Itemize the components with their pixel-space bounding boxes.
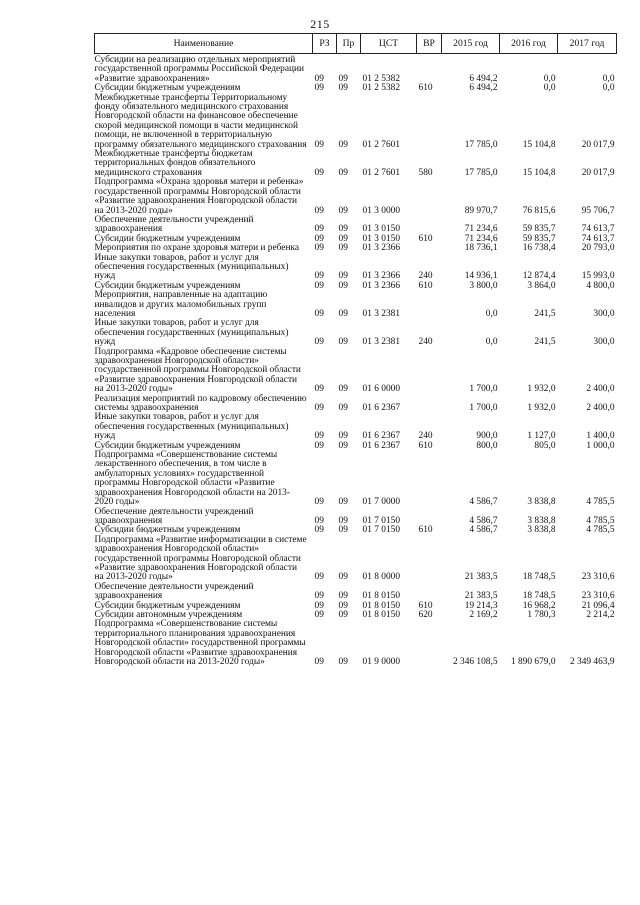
- row-name-cell: Подпрограмма «Развитие информатизации в системе здравоохранения Новгородской области» государственной программы Новгородской области «Развитие здравоохранения Новгородской области на 2013-2020 годы»: [94, 534, 307, 583]
- row-pr-cell: 09: [338, 139, 348, 150]
- row-2015-value: 19 214,3: [464, 600, 498, 611]
- row-pr-cell: 09: [338, 497, 348, 508]
- row-2016-value: 15 104,8: [522, 167, 556, 178]
- row-cst-cell: 01 3 2366: [362, 280, 400, 291]
- row-cst-cell: 01 9 0000: [362, 657, 400, 667]
- row-pr-cell: 09: [338, 167, 348, 178]
- table-row: [95, 54, 617, 85]
- row-rz-cell: 09: [314, 384, 324, 395]
- header-2016: 2016 год: [500, 34, 558, 54]
- row-2016-value: 805,0: [534, 440, 556, 451]
- row-cst-cell: 01 7 0150: [362, 515, 400, 526]
- row-2017-value: 4 785,5: [586, 525, 615, 536]
- row-vr-cell: [417, 508, 442, 527]
- row-vr-cell: [417, 178, 442, 216]
- row-cst-cell: 01 2 7601: [362, 139, 400, 150]
- table-row: [95, 395, 617, 414]
- row-2017-value: 74 613,7: [581, 224, 615, 235]
- row-vr-cell: 240: [418, 431, 433, 442]
- row-pr-cell: 09: [338, 657, 348, 667]
- row-2016-value: 1 890 679,0: [510, 657, 556, 667]
- row-2015-value: 3 800,0: [469, 280, 498, 291]
- row-pr-cell: 09: [338, 403, 348, 414]
- row-pr-cell: 09: [338, 205, 348, 216]
- row-2017-value: 15 993,0: [581, 271, 615, 282]
- row-2015-value: 2 346 108,5: [452, 657, 498, 667]
- row-vr-cell: 580: [418, 167, 433, 178]
- row-2017-value: 20 793,0: [581, 243, 615, 254]
- row-2017-value: 300,0: [593, 308, 615, 319]
- row-2016-value: 0,0: [543, 73, 556, 84]
- row-2017-value: 20 017,9: [581, 139, 615, 150]
- row-2016-value: 3 838,8: [527, 525, 556, 536]
- row-vr-cell: 620: [418, 609, 433, 620]
- table-row: [95, 254, 617, 282]
- row-pr-cell: 09: [338, 243, 348, 254]
- table-row: [95, 536, 617, 583]
- row-name-cell: Мероприятия, направленные на адаптацию инвалидов и других маломобильных групп населения: [94, 290, 268, 319]
- row-vr-cell: [417, 94, 442, 150]
- row-rz-cell: 09: [314, 440, 324, 451]
- table-row: [95, 620, 617, 667]
- table-row: [95, 583, 617, 602]
- row-2015-value: 6 494,2: [469, 83, 498, 94]
- row-2015-value: 71 234,6: [464, 233, 498, 244]
- header-2015: 2015 год: [442, 34, 500, 54]
- row-2016-value: 16 738,4: [522, 243, 556, 254]
- row-rz-cell: 09: [314, 657, 324, 667]
- row-2017-value: 20 017,9: [581, 167, 615, 178]
- row-vr-cell: [417, 216, 442, 235]
- row-2017-value: 2 400,0: [586, 403, 615, 414]
- row-name-cell: Реализация мероприятий по кадровому обеспечению системы здравоохранения: [94, 393, 307, 414]
- row-2015-value: 0,0: [485, 337, 498, 348]
- row-2015-value: 800,0: [476, 440, 498, 451]
- row-rz-cell: 09: [314, 497, 324, 508]
- row-pr-cell: 09: [338, 280, 348, 291]
- row-cst-cell: 01 7 0000: [362, 497, 400, 508]
- row-2017-value: 2 349 463,9: [569, 657, 615, 667]
- row-name-cell: Субсидии бюджетным учреждениям: [94, 233, 241, 244]
- row-2015-value: 900,0: [476, 431, 498, 442]
- row-rz-cell: 09: [314, 403, 324, 414]
- row-name-cell: Подпрограмма «Совершенствование системы территориального планирования здравоохранения Новгородской области» государственной программы Новгородской области «Развитие здравоохранения Новгородской области на 2013-2020 годы»: [94, 619, 306, 667]
- row-2015-value: 1 700,0: [469, 384, 498, 395]
- table-row: [95, 216, 617, 235]
- table-header-row: [95, 34, 617, 54]
- row-pr-cell: 09: [338, 600, 348, 611]
- row-name-cell: Иные закупки товаров, работ и услуг для обеспечения государственных (муниципальных) нужд: [94, 412, 289, 442]
- row-vr-cell: [417, 620, 442, 667]
- row-2017-value: 4 785,5: [586, 497, 615, 508]
- row-name-cell: Субсидии бюджетным учреждениям: [94, 280, 241, 291]
- row-name-cell: Подпрограмма «Совершенствование системы лекарственного обеспечения, в том числе в амбулаторных условиях» государственной программы Новгородской области «Развитие здравоохранения Новгородской области на 2013-2020 годы»: [94, 450, 290, 508]
- row-name-cell: Обеспечение деятельности учреждений здравоохранения: [94, 506, 254, 526]
- row-cst-cell: 01 7 0150: [362, 525, 400, 536]
- row-2016-value: 76 815,6: [522, 205, 556, 216]
- row-name-cell: Субсидии бюджетным учреждениям: [94, 600, 241, 611]
- row-rz-cell: 09: [314, 233, 324, 244]
- table-row: [95, 178, 617, 216]
- row-name-cell: Обеспечение деятельности учреждений здравоохранения: [94, 581, 254, 602]
- row-cst-cell: 01 3 2366: [362, 271, 400, 282]
- row-name-cell: Субсидии на реализацию отдельных мероприятий государственной программы Российской Федерации «Развитие здравоохранения»: [94, 55, 305, 84]
- row-pr-cell: 09: [338, 337, 348, 348]
- row-2017-value: 74 613,7: [581, 233, 615, 244]
- row-vr-cell: 610: [418, 600, 433, 611]
- row-rz-cell: 09: [314, 243, 324, 254]
- row-pr-cell: 09: [338, 233, 348, 244]
- row-name-cell: Межбюджетные трансферты бюджетам территориальных фондов обязательного медицинского страхования: [94, 149, 256, 178]
- row-vr-cell: [417, 451, 442, 507]
- row-cst-cell: 01 3 0150: [362, 233, 400, 244]
- row-2016-value: 1 127,0: [527, 431, 556, 442]
- row-2015-value: 17 785,0: [464, 139, 498, 150]
- row-cst-cell: 01 3 0150: [362, 224, 400, 235]
- row-vr-cell: [417, 291, 442, 319]
- row-2016-value: 0,0: [543, 83, 556, 94]
- row-name-cell: Субсидии бюджетным учреждениям: [94, 83, 241, 94]
- row-rz-cell: 09: [314, 271, 324, 282]
- row-cst-cell: 01 3 2381: [362, 308, 400, 319]
- row-rz-cell: 09: [314, 308, 324, 319]
- header-cst: ЦСТ: [361, 34, 417, 54]
- row-2015-value: 6 494,2: [469, 73, 498, 84]
- row-2017-value: 2 214,2: [586, 609, 615, 620]
- row-2015-value: 4 586,7: [469, 515, 498, 526]
- row-2017-value: 1 400,0: [586, 431, 615, 442]
- row-vr-cell: [417, 54, 442, 85]
- row-2015-value: 17 785,0: [464, 167, 498, 178]
- row-pr-cell: 09: [338, 440, 348, 451]
- page-number: 215: [310, 17, 330, 31]
- row-2016-value: 1 932,0: [527, 384, 556, 395]
- row-2017-value: 95 706,7: [581, 205, 615, 216]
- header-rz: РЗ: [313, 34, 337, 54]
- row-2015-value: 1 700,0: [469, 403, 498, 414]
- row-rz-cell: 09: [314, 609, 324, 620]
- row-pr-cell: 09: [338, 525, 348, 536]
- row-2017-value: 4 785,5: [586, 515, 615, 526]
- row-2016-value: 59 835,7: [522, 224, 556, 235]
- row-rz-cell: 09: [314, 431, 324, 442]
- row-cst-cell: 01 3 2366: [362, 243, 400, 254]
- row-vr-cell: 610: [418, 525, 433, 536]
- row-2016-value: 18 748,5: [522, 572, 556, 583]
- row-rz-cell: 09: [314, 525, 324, 536]
- row-2015-value: 14 936,1: [464, 271, 498, 282]
- row-2015-value: 0,0: [485, 308, 498, 319]
- table-row: [95, 451, 617, 507]
- table-row: [95, 348, 617, 395]
- row-2016-value: 16 968,2: [522, 600, 556, 611]
- row-2017-value: 1 000,0: [586, 440, 615, 451]
- row-2015-value: 18 736,1: [464, 243, 498, 254]
- row-vr-cell: 240: [418, 337, 433, 348]
- row-2017-value: 0,0: [602, 83, 615, 94]
- row-2015-value: 71 234,6: [464, 224, 498, 235]
- row-vr-cell: [417, 583, 442, 602]
- row-2017-value: 4 800,0: [586, 280, 615, 291]
- row-vr-cell: 240: [418, 271, 433, 282]
- row-pr-cell: 09: [338, 384, 348, 395]
- row-rz-cell: 09: [314, 205, 324, 216]
- table-row: [95, 508, 617, 527]
- row-vr-cell: 610: [418, 440, 433, 451]
- row-pr-cell: 09: [338, 591, 348, 602]
- row-2015-value: 4 586,7: [469, 497, 498, 508]
- row-2016-value: 12 874,4: [522, 271, 556, 282]
- row-2015-value: 2 169,2: [469, 609, 498, 620]
- row-cst-cell: 01 6 2367: [362, 403, 400, 414]
- row-2016-value: 3 838,8: [527, 497, 556, 508]
- header-vr: ВР: [417, 34, 442, 54]
- row-cst-cell: 01 2 5382: [362, 73, 400, 84]
- row-cst-cell: 01 6 2367: [362, 440, 400, 451]
- row-2016-value: 1 932,0: [527, 403, 556, 414]
- row-2017-value: 0,0: [602, 73, 615, 84]
- row-cst-cell: 01 6 2367: [362, 431, 400, 442]
- row-pr-cell: 09: [338, 224, 348, 235]
- table-row: [95, 150, 617, 178]
- row-rz-cell: 09: [314, 73, 324, 84]
- row-rz-cell: 09: [314, 167, 324, 178]
- row-2017-value: 2 400,0: [586, 384, 615, 395]
- row-name-cell: Подпрограмма «Охрана здоровья матери и ребенка» государственной программы Новгородской области «Развитие здравоохранения Новгородской области на 2013-2020 годы»: [94, 177, 304, 216]
- budget-table: [94, 33, 617, 667]
- row-name-cell: Иные закупки товаров, работ и услуг для обеспечения государственных (муниципальных) нужд: [94, 318, 289, 348]
- row-2015-value: 4 586,7: [469, 525, 498, 536]
- row-vr-cell: [417, 395, 442, 414]
- row-rz-cell: 09: [314, 600, 324, 611]
- row-2016-value: 15 104,8: [522, 139, 556, 150]
- row-pr-cell: 09: [338, 609, 348, 620]
- row-cst-cell: 01 8 0150: [362, 600, 400, 611]
- row-pr-cell: 09: [338, 431, 348, 442]
- row-cst-cell: 01 2 7601: [362, 167, 400, 178]
- row-2016-value: 59 835,7: [522, 233, 556, 244]
- row-2015-value: 89 970,7: [464, 205, 498, 216]
- row-name-cell: Субсидии бюджетным учреждениям: [94, 440, 241, 451]
- table-row: [95, 413, 617, 441]
- row-2017-value: 23 310,6: [581, 591, 615, 602]
- row-vr-cell: [417, 536, 442, 583]
- table-body: [95, 54, 617, 668]
- row-pr-cell: 09: [338, 83, 348, 94]
- row-rz-cell: 09: [314, 591, 324, 602]
- row-cst-cell: 01 6 0000: [362, 384, 400, 395]
- row-cst-cell: 01 3 0000: [362, 205, 400, 216]
- row-pr-cell: 09: [338, 271, 348, 282]
- row-vr-cell: 610: [418, 233, 433, 244]
- row-2017-value: 23 310,6: [581, 572, 615, 583]
- row-rz-cell: 09: [314, 83, 324, 94]
- row-cst-cell: 01 8 0150: [362, 609, 400, 620]
- row-rz-cell: 09: [314, 224, 324, 235]
- row-2016-value: 3 838,8: [527, 515, 556, 526]
- row-cst-cell: 01 8 0000: [362, 572, 400, 583]
- table-row: [95, 319, 617, 347]
- header-pr: Пр: [337, 34, 361, 54]
- row-name-cell: Иные закупки товаров, работ и услуг для обеспечения государственных (муниципальных) нужд: [94, 252, 289, 282]
- row-vr-cell: [417, 348, 442, 395]
- row-rz-cell: 09: [314, 337, 324, 348]
- row-2016-value: 18 748,5: [522, 591, 556, 602]
- row-cst-cell: 01 8 0150: [362, 591, 400, 602]
- row-pr-cell: 09: [338, 308, 348, 319]
- row-vr-cell: 610: [418, 83, 433, 94]
- row-rz-cell: 09: [314, 572, 324, 583]
- table-row: [95, 291, 617, 319]
- row-2016-value: 1 780,3: [527, 609, 556, 620]
- row-rz-cell: 09: [314, 515, 324, 526]
- row-2015-value: 21 383,5: [464, 591, 498, 602]
- row-pr-cell: 09: [338, 515, 348, 526]
- row-rz-cell: 09: [314, 280, 324, 291]
- row-cst-cell: 01 3 2381: [362, 337, 400, 348]
- row-name-cell: Субсидии автономным учреждениям: [94, 609, 243, 620]
- row-vr-cell: [417, 244, 442, 253]
- row-vr-cell: 610: [418, 280, 433, 291]
- row-2017-value: 21 096,4: [581, 600, 615, 611]
- row-2016-value: 241,5: [534, 337, 556, 348]
- row-name-cell: Мероприятия по охране здоровья матери и ребенка: [94, 243, 300, 254]
- row-name-cell: Субсидии бюджетным учреждениям: [94, 525, 241, 536]
- row-pr-cell: 09: [338, 572, 348, 583]
- row-rz-cell: 09: [314, 139, 324, 150]
- row-name-cell: Межбюджетные трансферты Территориальному фонду обязательного медицинского страхования Новгородской области на финансовое обеспечение скорой медицинской помощи в части медицинской помощи, не включенной в территориальную программу обязательного медицинского страхования: [94, 92, 307, 150]
- row-2017-value: 300,0: [593, 337, 615, 348]
- row-2016-value: 3 864,0: [527, 280, 556, 291]
- header-name: Наименование: [95, 34, 313, 54]
- row-name-cell: Обеспечение деятельности учреждений здравоохранения: [94, 214, 254, 235]
- row-2016-value: 241,5: [534, 308, 556, 319]
- row-2015-value: 21 383,5: [464, 572, 498, 583]
- row-name-cell: Подпрограмма «Кадровое обеспечение системы здравоохранения Новгородской области» государственной программы Новгородской области «Развитие здравоохранения Новгородской области на 2013-2020 годы»: [94, 346, 301, 395]
- table-row: [95, 94, 617, 150]
- header-2017: 2017 год: [558, 34, 617, 54]
- row-pr-cell: 09: [338, 73, 348, 84]
- row-cst-cell: 01 2 5382: [362, 83, 400, 94]
